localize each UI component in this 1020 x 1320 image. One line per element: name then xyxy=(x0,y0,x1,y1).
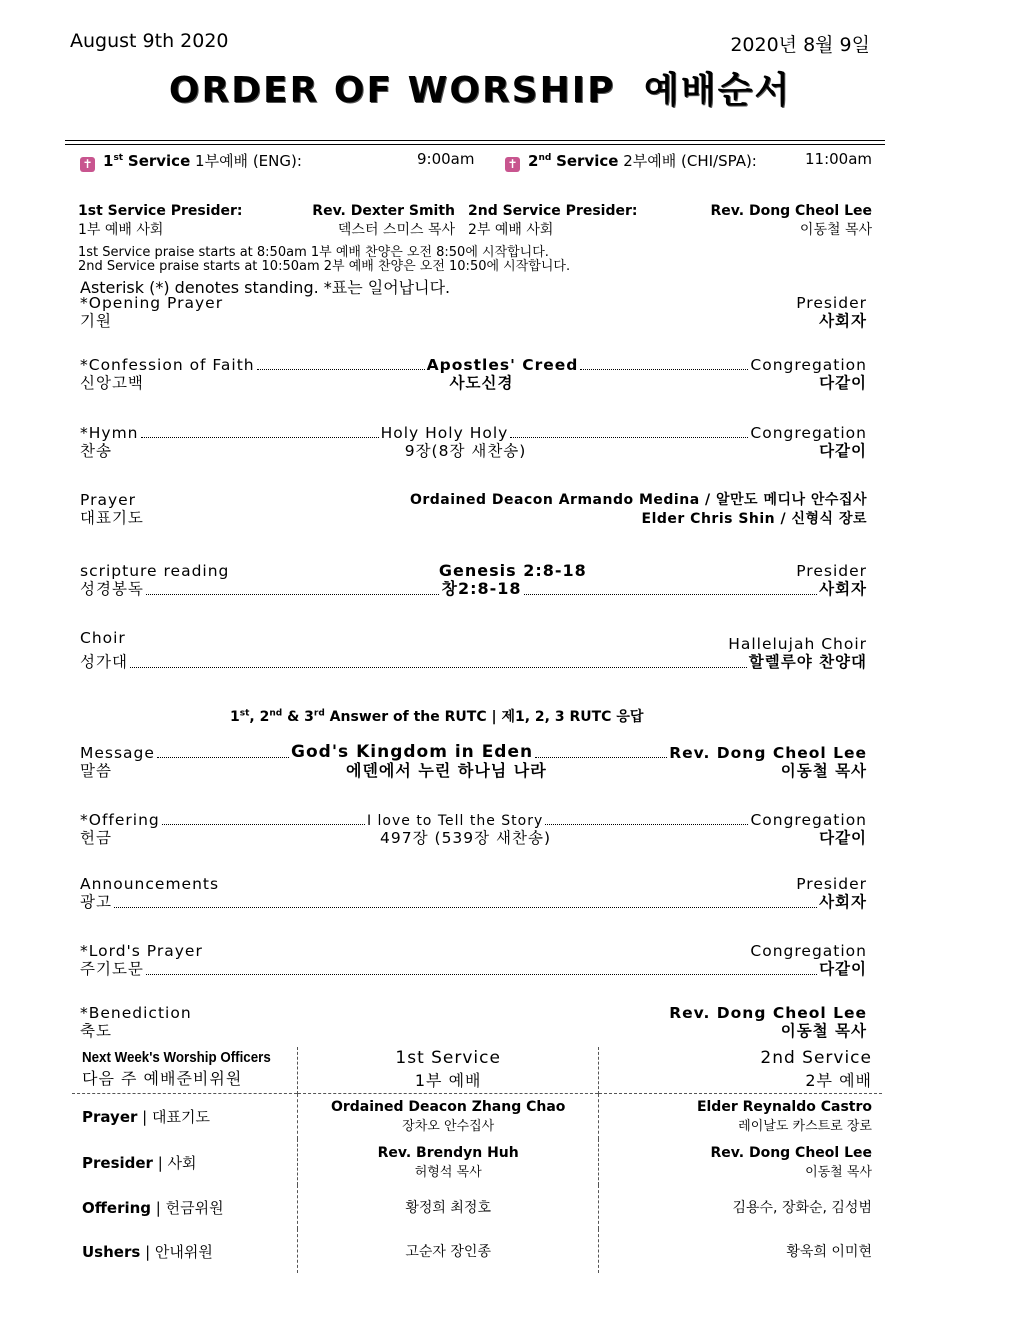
s2-name: Rev. Dong Cheol Lee xyxy=(710,1144,872,1161)
second-presider-label-en: 2nd Service Presider: xyxy=(468,203,638,219)
rutc-answer xyxy=(230,706,643,726)
item-center-ko: 에덴에서 누린 하나님 나라 xyxy=(345,761,547,780)
order-lords-prayer xyxy=(80,941,867,979)
item-label-ko: 광고 xyxy=(80,893,112,911)
officers-heading-en: Next Week's Worship Officers xyxy=(82,1050,271,1067)
item-label: Message xyxy=(80,744,155,762)
first-presider-name-ko: 덱스터 스미스 목사 xyxy=(337,222,455,238)
rutc-n3: & 3 xyxy=(282,709,314,725)
s1-name: 고순자 장인종 xyxy=(405,1244,491,1260)
item-label: Prayer xyxy=(80,491,137,509)
item-label-ko: 성가대 xyxy=(80,653,128,671)
cross-icon: ✝ xyxy=(80,157,95,172)
item-right-ko: 다같이 xyxy=(819,829,868,847)
s1-name: Ordained Deacon Zhang Chao xyxy=(330,1098,566,1115)
second-service-info xyxy=(505,150,757,172)
item-center-ko: 497장 (539장 새찬송) xyxy=(380,829,552,847)
item-right-ko: 사회자 xyxy=(819,893,867,911)
officers-row-offering xyxy=(72,1185,882,1229)
s2-cell xyxy=(599,1185,882,1229)
order-scripture xyxy=(80,561,867,599)
officers-heading-ko: 다음 주 예배준비위원 xyxy=(82,1069,243,1089)
order-benediction xyxy=(80,1003,867,1041)
s2-name-ko: 레이날도 카스트로 장로 xyxy=(738,1118,872,1134)
date-korean: 2020년 8월 9일 xyxy=(730,34,870,56)
col-first-service xyxy=(298,1047,599,1093)
order-announcements xyxy=(80,874,867,912)
item-label-ko: 찬송 xyxy=(80,442,112,460)
item-label-ko: 대표기도 xyxy=(80,509,144,527)
item-label-ko: 말씀 xyxy=(80,762,112,780)
s2-name: 황욱희 이미현 xyxy=(786,1244,872,1260)
item-center: Genesis 2:8-18 xyxy=(438,561,587,580)
col2-ko: 2부 예배 xyxy=(805,1071,872,1091)
rutc-n1: 1 xyxy=(230,709,240,725)
order-prayer xyxy=(80,490,867,528)
role-label: Prayer xyxy=(82,1107,138,1126)
role-label-ko: 헌금위원 xyxy=(165,1198,224,1217)
item-label: scripture reading xyxy=(80,562,230,580)
order-opening-prayer xyxy=(80,293,867,331)
second-presider-name xyxy=(640,203,872,239)
col1-en: 1st Service xyxy=(395,1048,501,1069)
item-label-ko: 성경봉독 xyxy=(80,580,144,598)
item-right: Hallelujah Choir xyxy=(728,635,867,653)
first-service-num: 1 xyxy=(103,152,114,170)
title-divider xyxy=(65,140,885,141)
item-label-ko: 헌금 xyxy=(80,829,112,847)
item-right: Congregation xyxy=(750,811,868,829)
item-right: Presider xyxy=(796,562,868,580)
officers-row-prayer xyxy=(72,1093,882,1139)
item-right: Presider xyxy=(796,875,867,893)
order-offering xyxy=(80,810,867,848)
role-label: Presider xyxy=(82,1153,153,1172)
item-label-ko: 주기도문 xyxy=(80,960,144,978)
item-right: Ordained Deacon Armando Medina / 알만도 메디나 안수집사 xyxy=(409,492,867,508)
officers-table xyxy=(72,1047,882,1273)
second-service-label: Service xyxy=(556,152,619,170)
item-center: Apostles' Creed xyxy=(426,356,579,374)
item-right-ko: 다같이 xyxy=(819,442,867,460)
rutc-n2: , 2 xyxy=(249,709,270,725)
officers-header-row xyxy=(72,1047,882,1093)
s1-cell xyxy=(298,1093,599,1139)
title-english: ORDER OF WORSHIP xyxy=(168,70,616,111)
item-label: Choir xyxy=(80,629,126,647)
order-choir xyxy=(80,628,867,672)
rutc-text: Answer of the RUTC | 제1, 2, 3 RUTC 응답 xyxy=(324,709,644,725)
role-cell: Presider | 사회 xyxy=(82,1153,197,1172)
second-presider-name-ko: 이동철 목사 xyxy=(799,222,872,238)
item-label: *Benediction xyxy=(80,1004,192,1022)
item-right-ko: 이동철 목사 xyxy=(780,762,868,780)
first-presider-label-ko: 1부 예배 사회 xyxy=(78,222,164,238)
role-label-ko: 대표기도 xyxy=(152,1107,210,1126)
standing-note: Asterisk (*) denotes standing. *표는 일어납니다. xyxy=(80,278,451,297)
first-service-info xyxy=(80,150,302,172)
second-service-time: 11:00am xyxy=(805,150,873,168)
first-service-sup: st xyxy=(113,153,124,163)
item-label: *Opening Prayer xyxy=(80,294,224,312)
item-right-ko: 사회자 xyxy=(819,312,867,330)
role-cell: Offering | 헌금위원 xyxy=(82,1198,224,1217)
title-korean: 예배순서 xyxy=(644,70,792,111)
s2-cell xyxy=(599,1229,882,1273)
s1-name-ko: 허형석 목사 xyxy=(414,1164,482,1180)
rutc-s2: nd xyxy=(269,708,283,719)
col1-ko: 1부 예배 xyxy=(414,1071,482,1091)
item-right-ko: 다같이 xyxy=(819,374,868,392)
item-right: Congregation xyxy=(750,942,867,960)
second-service-num: 2 xyxy=(528,152,539,170)
title-divider-2 xyxy=(65,144,885,145)
officers-heading xyxy=(72,1047,298,1093)
item-label-ko: 신앙고백 xyxy=(80,374,144,392)
item-right-ko: 다같이 xyxy=(819,960,867,978)
item-label: *Confession of Faith xyxy=(80,356,255,374)
s2-name: 김용수, 장화순, 김성범 xyxy=(732,1200,872,1216)
order-hymn xyxy=(80,423,867,461)
s1-cell xyxy=(298,1185,599,1229)
item-right-ko: 할렐루야 찬양대 xyxy=(748,653,867,671)
date-english: August 9th 2020 xyxy=(70,30,229,52)
s1-name: 황정희 최정호 xyxy=(405,1200,491,1216)
item-label: *Lord's Prayer xyxy=(80,942,203,960)
officers-row-ushers xyxy=(72,1229,882,1273)
item-center-ko: 사도신경 xyxy=(449,374,514,392)
s2-cell xyxy=(599,1139,882,1185)
role-label: Ushers xyxy=(82,1242,141,1261)
item-center-ko: 9장(8장 새찬송) xyxy=(404,442,527,460)
second-service-sup: nd xyxy=(538,153,552,163)
s1-name-ko: 장차오 안수집사 xyxy=(402,1118,495,1134)
item-center: Holy Holy Holy xyxy=(380,424,509,442)
rutc-s3: rd xyxy=(313,708,325,719)
item-label: *Offering xyxy=(80,811,160,829)
item-right-ko: Elder Chris Shin / 신형식 장로 xyxy=(641,511,867,527)
s2-name: Elder Reynaldo Castro xyxy=(696,1098,872,1115)
praise-note-2: 2nd Service praise starts at 10:50am 2부 예배 찬양은 오전 10:50에 시작합니다. xyxy=(78,259,571,274)
item-right: Rev. Dong Cheol Lee xyxy=(669,744,868,762)
first-presider-name-en: Rev. Dexter Smith xyxy=(312,203,455,219)
second-presider-name-en: Rev. Dong Cheol Lee xyxy=(710,203,872,219)
second-service-ko: 2부예배 (CHI/SPA): xyxy=(623,152,757,170)
role-label-ko: 사회 xyxy=(167,1153,197,1172)
item-label-ko: 축도 xyxy=(80,1022,112,1040)
first-presider-label xyxy=(78,203,243,239)
officers-row-presider xyxy=(72,1139,882,1185)
item-right: Congregation xyxy=(750,424,867,442)
praise-note-1: 1st Service praise starts at 8:50am 1부 예배 찬양은 오전 8:50에 시작합니다. xyxy=(78,245,549,260)
first-service-time: 9:00am xyxy=(417,150,475,168)
col2-en: 2nd Service xyxy=(760,1048,872,1069)
s2-name-ko: 이동철 목사 xyxy=(805,1164,872,1180)
item-label-ko: 기원 xyxy=(80,312,112,330)
item-center: I love to Tell the Story xyxy=(366,813,544,829)
s1-cell xyxy=(298,1139,599,1185)
role-label-ko: 안내위원 xyxy=(154,1242,213,1261)
item-label: *Hymn xyxy=(80,424,139,442)
first-presider-name xyxy=(305,203,455,239)
page-title xyxy=(0,62,960,113)
first-presider-label-en: 1st Service Presider: xyxy=(78,203,243,219)
role-label: Offering xyxy=(82,1198,152,1217)
s2-cell xyxy=(599,1093,882,1139)
rutc-s1: st xyxy=(239,708,250,719)
item-right: Congregation xyxy=(750,356,867,374)
role-cell: Prayer | 대표기도 xyxy=(72,1093,298,1139)
cross-icon: ✝ xyxy=(505,157,520,172)
second-presider-label xyxy=(468,203,638,239)
order-message xyxy=(80,743,867,781)
s1-cell xyxy=(298,1229,599,1273)
second-presider-label-ko: 2부 예배 사회 xyxy=(468,222,554,238)
item-right-ko: 사회자 xyxy=(819,580,868,598)
s1-name: Rev. Brendyn Huh xyxy=(377,1144,519,1161)
first-service-label: Service xyxy=(127,152,191,170)
item-center: God's Kingdom in Eden xyxy=(291,742,534,762)
item-right: Rev. Dong Cheol Lee xyxy=(669,1004,867,1022)
item-right-ko: 이동철 목사 xyxy=(780,1022,867,1040)
item-right: Presider xyxy=(796,294,867,312)
item-center-ko: 창2:8-18 xyxy=(441,579,522,598)
item-label: Announcements xyxy=(80,875,220,893)
col-second-service xyxy=(599,1047,882,1093)
order-confession xyxy=(80,355,867,393)
first-service-ko: 1부예배 (ENG): xyxy=(195,152,302,170)
role-cell: Ushers | 안내위원 xyxy=(82,1242,213,1261)
